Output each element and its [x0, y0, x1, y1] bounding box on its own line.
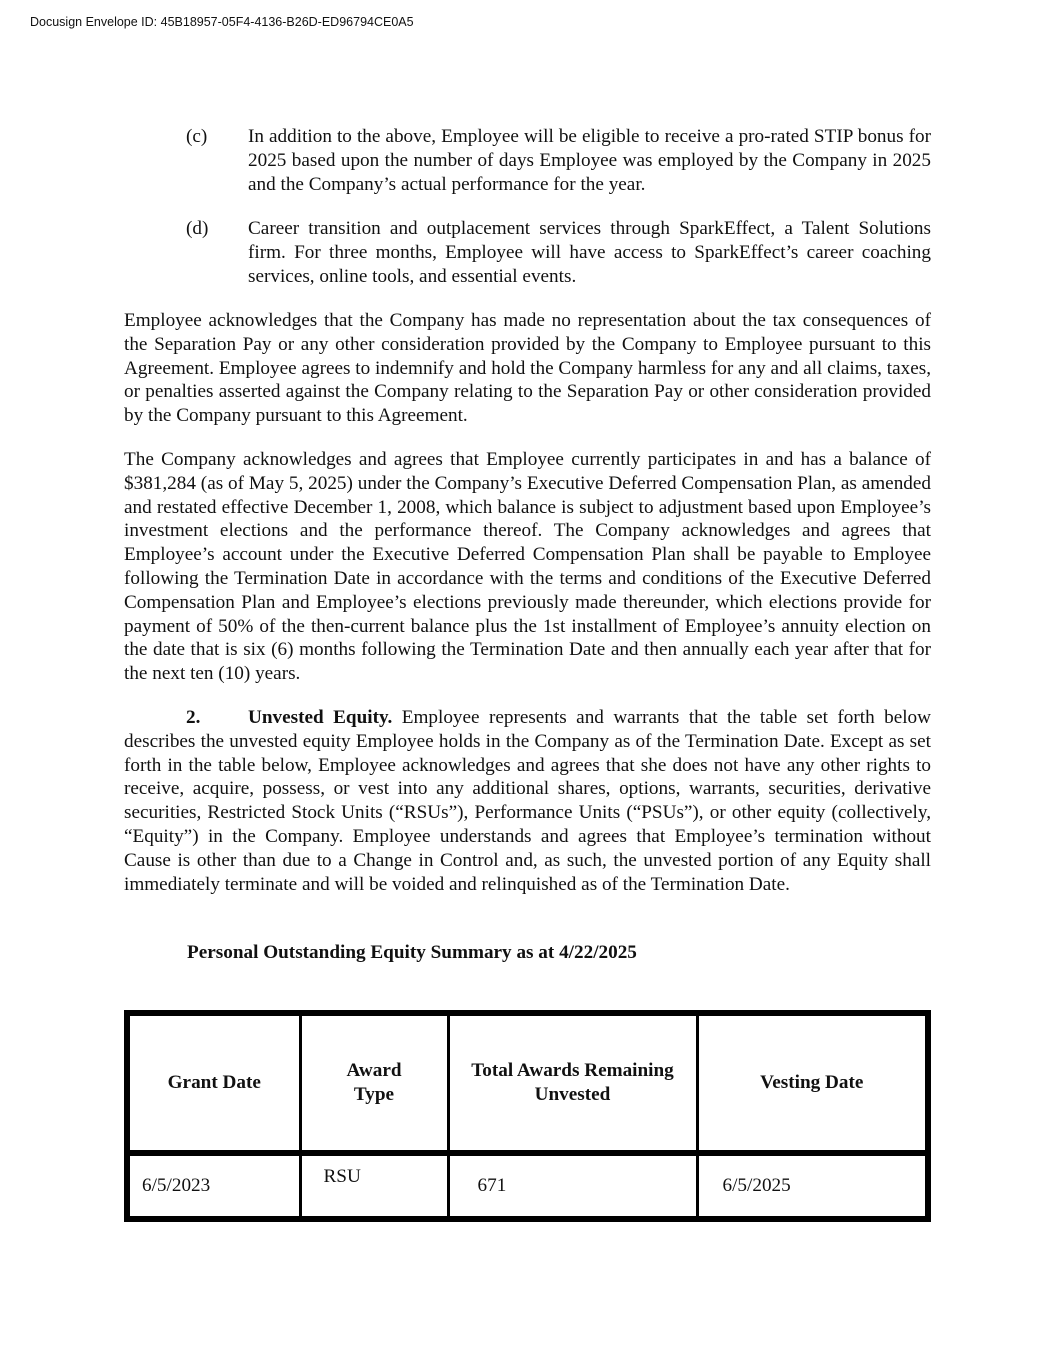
item-text: Career transition and outplacement services through SparkEffect, a Talent Solutions firm. For three months, Employee will have access to SparkEffect’s career coaching services, online tools, and essential events.: [248, 218, 931, 287]
table-header-row: [127, 1013, 928, 1153]
table-heading: Personal Outstanding Equity Summary as at 4/22/2025: [187, 942, 637, 963]
section-2-paragraph: [124, 706, 931, 896]
cell-award-type: RSU: [300, 1153, 448, 1219]
envelope-id: Docusign Envelope ID: 45B18957-05F4-4136-B26D-ED96794CE0A5: [30, 15, 414, 29]
header-grant-date: Grant Date: [127, 1013, 300, 1153]
section-number: 2.: [186, 707, 201, 728]
tax-paragraph: Employee acknowledges that the Company has made no representation about the tax consequences of the Separation Pay or any other consideration provided by the Company to Employee pursuant to this Agreement. Employee agrees to indemnify and hold the Company harmless for any and all claims, taxes, or penalties asserted against the Company relating to the Separation Pay or other consideration provided by the Company pursuant to this Agreement.: [124, 310, 931, 427]
deferred-comp-paragraph: The Company acknowledges and agrees that Employee currently participates in and has a balance of $381,284 (as of May 5, 2025) under the Company’s Executive Deferred Compensation Plan, as amended and restated effective December 1, 2008, which balance is subject to adjustment based upon Employee’s investment elections and the performance thereof. The Company acknowledges and agrees that Employee’s account under the Executive Deferred Compensation Plan shall be payable to Employee following the Termination Date in accordance with the terms and conditions of the Executive Deferred Compensation Plan and Employee’s elections previously made thereunder, which elections provide for payment of 50% of the then-current balance plus the 1st installment of Employee’s annuity election on the date that is six (6) months following the Termination Date and then annually each year after that for the next ten (10) years.: [124, 449, 931, 685]
header-total-awards: Total Awards Remaining Unvested: [448, 1013, 697, 1153]
item-label: (c): [186, 126, 208, 147]
header-award-type: Award Type: [300, 1013, 448, 1153]
table-row: [127, 1153, 928, 1219]
item-label: (d): [186, 218, 209, 239]
cell-vesting-date: 6/5/2025: [697, 1153, 928, 1219]
item-text: In addition to the above, Employee will be eligible to receive a pro-rated STIP bonus for 2025 based upon the number of days Employee was employed by the Company in 2025 and the Company’s actual performance for the year.: [248, 126, 931, 195]
cell-grant-date: 6/5/2023: [127, 1153, 300, 1219]
header-vesting-date: Vesting Date: [697, 1013, 928, 1153]
list-item-d: [124, 217, 931, 288]
section-text: Employee represents and warrants that the table set forth below describes the unvested equity Employee holds in the Company as of the Termination Date. Except as set forth in the table below, Employee acknowledges and agrees that she does not have any other rights to receive, acquire, possess, or vest into any additional shares, options, warrants, securities, derivative securities, Restricted Stock Units (“RSUs”), Performance Units (“PSUs”), or other equity (collectively, “Equity”) in the Company. Employee understands and agrees that Employee’s termination without Cause is other than due to a Change in Control and, as such, the unvested portion of any Equity shall immediately terminate and will be voided and relinquished as of the Termination Date.: [124, 707, 931, 895]
list-item-c: [124, 125, 931, 196]
cell-total-awards: 671: [448, 1153, 697, 1219]
equity-table: [124, 1010, 931, 1222]
section-title: Unvested Equity.: [248, 707, 393, 728]
